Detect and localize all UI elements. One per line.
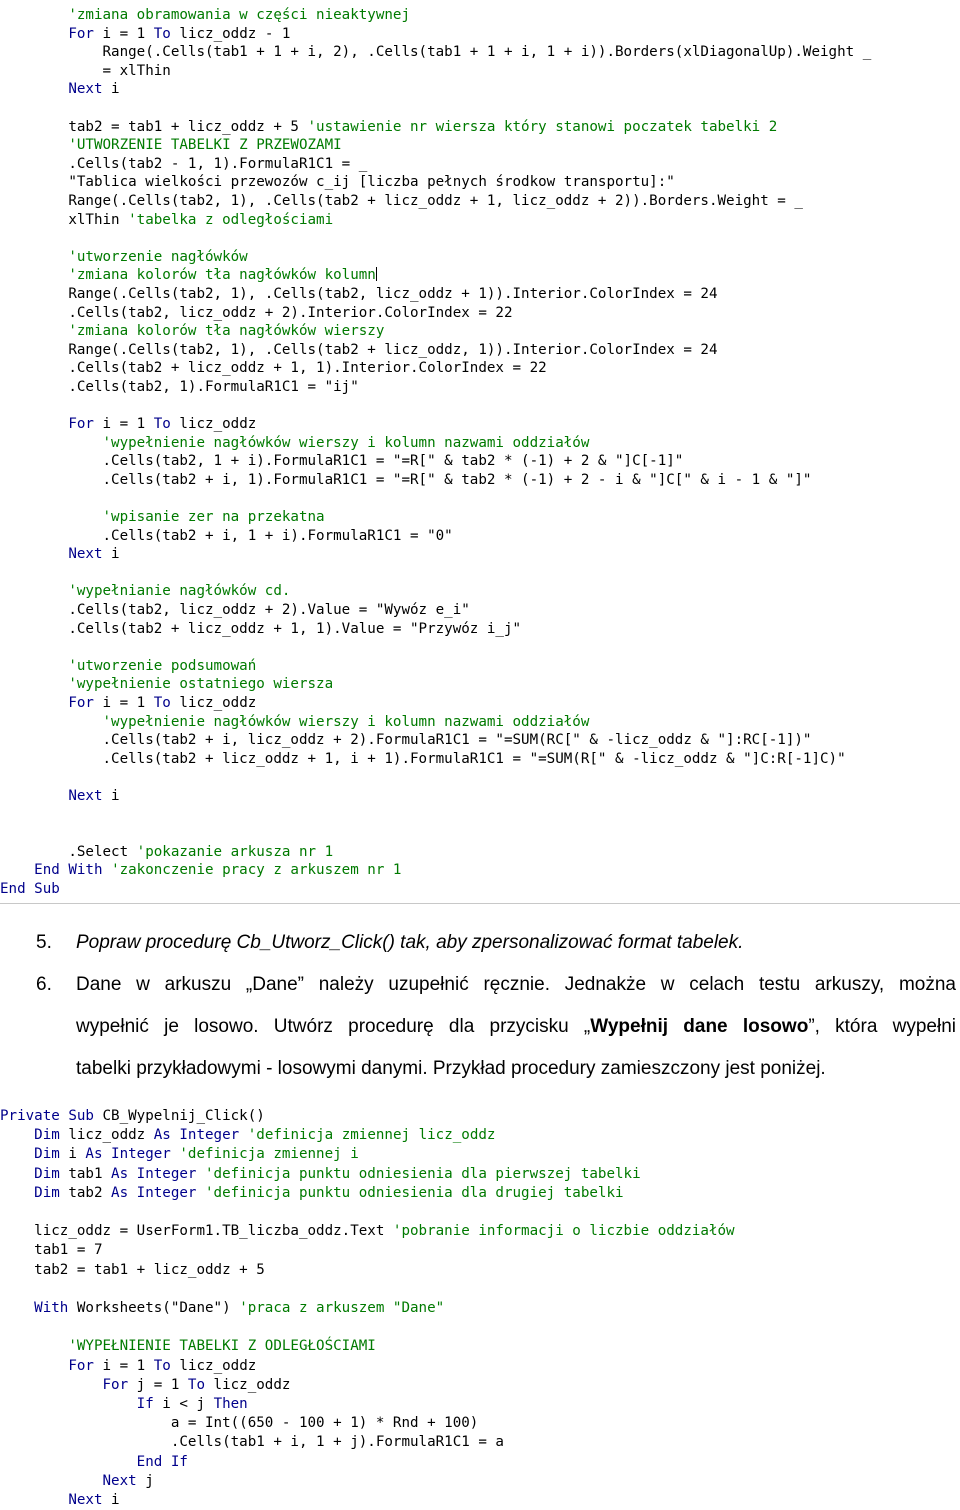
code-line <box>0 1433 735 1452</box>
code-text: i = 1 <box>93 416 154 433</box>
code-comment: 'pokazanie arkusza nr 1 <box>136 843 334 860</box>
code-text: tab1 = 7 <box>0 1242 103 1259</box>
code-line <box>0 508 871 527</box>
code-text: .Cells(tab2, 1).FormulaR1C1 = "ij" <box>0 378 359 395</box>
button-name-emphasis: Wypełnij dane losowo <box>590 1016 809 1037</box>
code-comment: 'definicja zmiennej i <box>179 1146 359 1163</box>
code-comment: 'utworzenie nagłówków <box>0 248 248 265</box>
code-keyword: Then <box>213 1396 248 1413</box>
code-line <box>0 843 871 862</box>
code-line <box>0 1491 735 1510</box>
code-text: .Cells(tab2 + i, 1 + i).FormulaR1C1 = "0" <box>0 527 453 544</box>
code-line <box>0 25 871 44</box>
code-line <box>0 155 871 174</box>
code-keyword: For <box>68 416 94 433</box>
code-line <box>0 1280 735 1299</box>
code-text: licz_oddz <box>170 1357 257 1374</box>
code-line <box>0 359 871 378</box>
code-comment: 'wypełnienie nagłówków wierszy i kolumn nazwami oddziałów <box>0 713 590 730</box>
code-keyword: Dim <box>34 1146 60 1163</box>
code-keyword: As Integer <box>85 1146 171 1163</box>
code-line <box>0 434 871 453</box>
code-text <box>0 81 68 97</box>
code-text <box>0 1492 68 1508</box>
code-text: tab1 <box>59 1165 112 1182</box>
code-line <box>0 378 871 397</box>
code-text: licz_oddz = UserForm1.TB_liczba_oddz.Text <box>0 1223 393 1240</box>
code-comment: 'zmiana kolorów tła nagłówków kolumn <box>0 267 376 284</box>
code-line <box>0 1337 735 1356</box>
code-text <box>0 26 68 42</box>
text-line: wypełnić je losowo. Utwórz procedurę dla przycisku „Wypełnij dane losowo”, która wypełni <box>76 1016 956 1037</box>
code-text <box>0 1454 137 1470</box>
code-text: = xlThin <box>0 62 171 79</box>
code-line <box>0 396 871 415</box>
code-comment: 'UTWORZENIE TABELKI Z PRZEWOZAMI <box>0 137 342 154</box>
code-text <box>0 1358 68 1374</box>
code-line <box>0 1241 735 1260</box>
text-line: tabelki przykładowymi - losowymi danymi. Przykład procedury zamieszczony jest poniżej. <box>76 1058 826 1079</box>
code-text: i = 1 <box>93 694 154 711</box>
code-listing-top <box>0 6 871 899</box>
code-text: .Cells(tab2 + i, licz_oddz + 2).FormulaR1C1 = "=SUM(RC[" & -licz_oddz & "]:RC[-1])" <box>0 732 812 749</box>
code-keyword: End With <box>34 862 103 879</box>
code-text <box>0 1185 34 1201</box>
list-item-text: Popraw procedurę Cb_Utworz_Click() tak, aby zpersonalizować format tabelek. <box>76 932 744 953</box>
code-line <box>0 1318 735 1337</box>
code-line <box>0 43 871 62</box>
code-line <box>0 1357 735 1376</box>
code-keyword: For <box>102 1376 129 1393</box>
code-text <box>0 1166 34 1182</box>
code-text: licz_oddz <box>205 1376 291 1393</box>
code-text: .Cells(tab2 + licz_oddz + 1, 1).Interior.ColorIndex = 22 <box>0 360 547 377</box>
code-text: tab2 <box>59 1184 112 1201</box>
code-line <box>0 1261 735 1280</box>
code-keyword: Next <box>68 787 103 804</box>
code-line <box>0 229 871 248</box>
code-comment: 'wypełnienie ostatniego wiersza <box>0 676 334 693</box>
code-comment: 'definicja punktu odniesienia dla pierwszej tabelki <box>205 1165 641 1182</box>
code-text: .Cells(tab2, licz_oddz + 2).Value = "Wywóz e_i" <box>0 602 470 618</box>
code-line <box>0 62 871 81</box>
code-text: i <box>102 546 120 563</box>
code-keyword: End If <box>136 1453 188 1470</box>
code-text <box>0 1146 34 1162</box>
list-item-5 <box>0 922 960 964</box>
code-text: .Cells(tab2 + licz_oddz + 1, i + 1).FormulaR1C1 = "=SUM(R[" & -licz_oddz & "]C:R[-1]C)" <box>0 750 846 767</box>
code-keyword: Dim <box>34 1127 60 1144</box>
code-keyword: For <box>68 25 94 42</box>
code-text: .Cells(tab2, 1 + i).FormulaR1C1 = "=R[" & tab2 * (-1) + 2 & "]C[-1]" <box>0 453 684 470</box>
code-text <box>0 1473 103 1489</box>
code-text <box>196 1166 205 1182</box>
code-keyword: If <box>136 1396 154 1413</box>
code-comment: 'utworzenie podsumowań <box>0 657 257 674</box>
code-comment: 'pobranie informacji o liczbie oddziałów <box>392 1223 735 1240</box>
code-keyword: As Integer <box>153 1127 240 1144</box>
code-keyword: Next <box>68 1492 103 1509</box>
code-text: .Cells(tab1 + i, 1 + j).FormulaR1C1 = a <box>0 1434 504 1451</box>
code-line <box>0 1107 735 1126</box>
code-text: i <box>102 81 120 98</box>
code-text: Worksheets("Dane") <box>68 1300 240 1317</box>
code-keyword: For <box>68 694 94 711</box>
code-keyword: For <box>68 1357 94 1374</box>
code-line <box>0 1376 735 1395</box>
code-text: licz_oddz <box>170 694 257 711</box>
list-item-text <box>76 964 960 1090</box>
code-line <box>0 582 871 601</box>
code-text <box>0 546 68 562</box>
code-comment: 'definicja zmiennej licz_oddz <box>247 1127 496 1144</box>
code-line <box>0 211 871 230</box>
code-line <box>0 6 871 25</box>
code-line <box>0 601 871 620</box>
code-text: i <box>102 1492 120 1509</box>
code-text: .Cells(tab2 + i, 1).FormulaR1C1 = "=R[" & tab2 * (-1) + 2 - i & "]C[" & i - 1 & "]" <box>0 471 812 488</box>
code-text: j = 1 <box>128 1376 188 1393</box>
code-line <box>0 545 871 564</box>
code-text: i < j <box>153 1396 214 1413</box>
list-number: 6. <box>36 974 52 995</box>
code-text <box>0 416 68 432</box>
code-text <box>0 1127 34 1143</box>
code-line <box>0 118 871 137</box>
code-text: .Cells(tab2 + licz_oddz + 1, 1).Value = "Przywóz i_j" <box>0 620 522 637</box>
code-text: i = 1 <box>93 25 154 42</box>
code-comment: 'WYPEŁNIENIE TABELKI Z ODLEGŁOŚCIAMI <box>0 1338 376 1355</box>
code-line <box>0 136 871 155</box>
code-comment: 'tabelka z odległościami <box>128 211 334 228</box>
code-keyword: To <box>153 416 171 433</box>
code-keyword: With <box>34 1300 69 1317</box>
code-line <box>0 787 871 806</box>
code-comment: 'wypełnianie nagłówków cd. <box>0 583 291 600</box>
code-text <box>103 862 112 878</box>
list-number: 5. <box>36 932 52 953</box>
code-text: i <box>59 1146 86 1163</box>
code-text <box>196 1185 205 1201</box>
code-line <box>0 861 871 880</box>
code-text: licz_oddz - 1 <box>170 25 291 42</box>
code-line <box>0 768 871 787</box>
code-comment: 'zmiana kolorów tła nagłówków wierszy <box>0 323 385 340</box>
code-text: xlThin <box>0 211 129 228</box>
code-line <box>0 880 871 899</box>
code-text: i <box>102 787 120 804</box>
code-text: "Tablica wielkości przewozów c_ij [liczba pełnych środkow transportu]:" <box>0 174 675 191</box>
code-line <box>0 1184 735 1203</box>
list-item-6 <box>0 964 960 1090</box>
code-text <box>0 1377 103 1393</box>
code-text: CB_Wypelnij_Click() <box>93 1108 265 1124</box>
code-line <box>0 564 871 583</box>
code-line <box>0 620 871 639</box>
code-text: tab2 = tab1 + licz_oddz + 5 <box>0 118 308 135</box>
code-line <box>0 80 871 99</box>
code-line <box>0 248 871 267</box>
code-comment: 'praca z arkuszem "Dane" <box>239 1300 445 1317</box>
code-line <box>0 527 871 546</box>
code-line <box>0 638 871 657</box>
code-keyword: Dim <box>34 1165 60 1182</box>
code-text: j <box>136 1472 154 1489</box>
code-line <box>0 304 871 323</box>
code-line <box>0 1203 735 1222</box>
code-text <box>0 862 34 878</box>
code-keyword: To <box>153 25 171 42</box>
code-text <box>0 1300 34 1316</box>
code-line <box>0 1395 735 1414</box>
code-line <box>0 824 871 843</box>
code-text: Range(.Cells(tab1 + 1 + i, 2), .Cells(tab1 + 1 + i, 1 + i)).Borders(xlDiagonalUp).Weight _ <box>0 44 872 61</box>
code-keyword: As Integer <box>111 1184 197 1201</box>
code-line <box>0 266 871 285</box>
code-line <box>0 750 871 769</box>
code-line <box>0 1453 735 1472</box>
code-line <box>0 713 871 732</box>
code-comment: 'definicja punktu odniesienia dla drugiej tabelki <box>205 1184 624 1201</box>
code-line <box>0 1299 735 1318</box>
text-cursor <box>376 267 377 281</box>
code-keyword: Private Sub <box>0 1108 94 1124</box>
code-line <box>0 285 871 304</box>
code-text: i = 1 <box>93 1357 154 1374</box>
code-text: Range(.Cells(tab2, 1), .Cells(tab2, licz_oddz + 1)).Interior.ColorIndex = 24 <box>0 285 718 302</box>
code-line <box>0 1126 735 1145</box>
code-text <box>0 1396 137 1412</box>
code-keyword: As Integer <box>111 1165 197 1182</box>
code-comment: 'zakonczenie pracy z arkuszem nr 1 <box>111 862 402 879</box>
code-text: .Cells(tab2, licz_oddz + 2).Interior.ColorIndex = 22 <box>0 304 513 321</box>
code-line <box>0 675 871 694</box>
code-line <box>0 471 871 490</box>
code-text: Range(.Cells(tab2, 1), .Cells(tab2 + licz_oddz + 1, licz_oddz + 2)).Borders.Weight = _ <box>0 192 803 209</box>
code-keyword: End Sub <box>0 880 60 897</box>
code-line <box>0 322 871 341</box>
code-comment: 'ustawienie nr wiersza który stanowi poczatek tabelki 2 <box>307 118 778 135</box>
code-keyword: Next <box>68 546 103 563</box>
code-comment: 'wypełnienie nagłówków wierszy i kolumn nazwami oddziałów <box>0 434 590 451</box>
divider <box>0 903 960 904</box>
code-keyword: To <box>187 1376 206 1393</box>
code-line <box>0 694 871 713</box>
code-line <box>0 1165 735 1184</box>
code-line <box>0 415 871 434</box>
code-text <box>239 1127 248 1143</box>
code-listing-bottom <box>0 1107 735 1510</box>
code-keyword: To <box>153 1357 171 1374</box>
code-line <box>0 452 871 471</box>
code-text: .Select <box>0 843 137 860</box>
code-line <box>0 99 871 118</box>
code-text <box>0 695 68 711</box>
code-keyword: Dim <box>34 1184 60 1201</box>
code-text: licz_oddz <box>59 1127 154 1144</box>
code-line <box>0 1472 735 1491</box>
code-line <box>0 1222 735 1241</box>
code-text: a = Int((650 - 100 + 1) * Rnd + 100) <box>0 1415 479 1432</box>
text-line: Dane w arkuszu „Dane” należy uzupełnić ręcznie. Jednakże w celach testu arkuszy, można <box>76 974 956 995</box>
code-line <box>0 489 871 508</box>
code-line <box>0 341 871 360</box>
document-text <box>0 922 960 1090</box>
code-keyword: To <box>153 694 171 711</box>
code-comment: 'wpisanie zer na przekatna <box>0 509 325 526</box>
code-line <box>0 1414 735 1433</box>
code-text: Range(.Cells(tab2, 1), .Cells(tab2 + licz_oddz, 1)).Interior.ColorIndex = 24 <box>0 341 718 358</box>
code-text: tab2 = tab1 + licz_oddz + 5 <box>0 1261 265 1278</box>
code-line <box>0 657 871 676</box>
code-line <box>0 1145 735 1164</box>
code-line <box>0 731 871 750</box>
code-text <box>0 788 68 804</box>
code-text: licz_oddz <box>170 416 257 433</box>
code-line <box>0 192 871 211</box>
code-line <box>0 173 871 192</box>
code-text: .Cells(tab2 - 1, 1).FormulaR1C1 = _ <box>0 155 368 172</box>
code-line <box>0 806 871 825</box>
code-keyword: Next <box>102 1472 137 1489</box>
code-keyword: Next <box>68 81 103 98</box>
code-comment: 'zmiana obramowania w części nieaktywnej <box>0 7 410 23</box>
